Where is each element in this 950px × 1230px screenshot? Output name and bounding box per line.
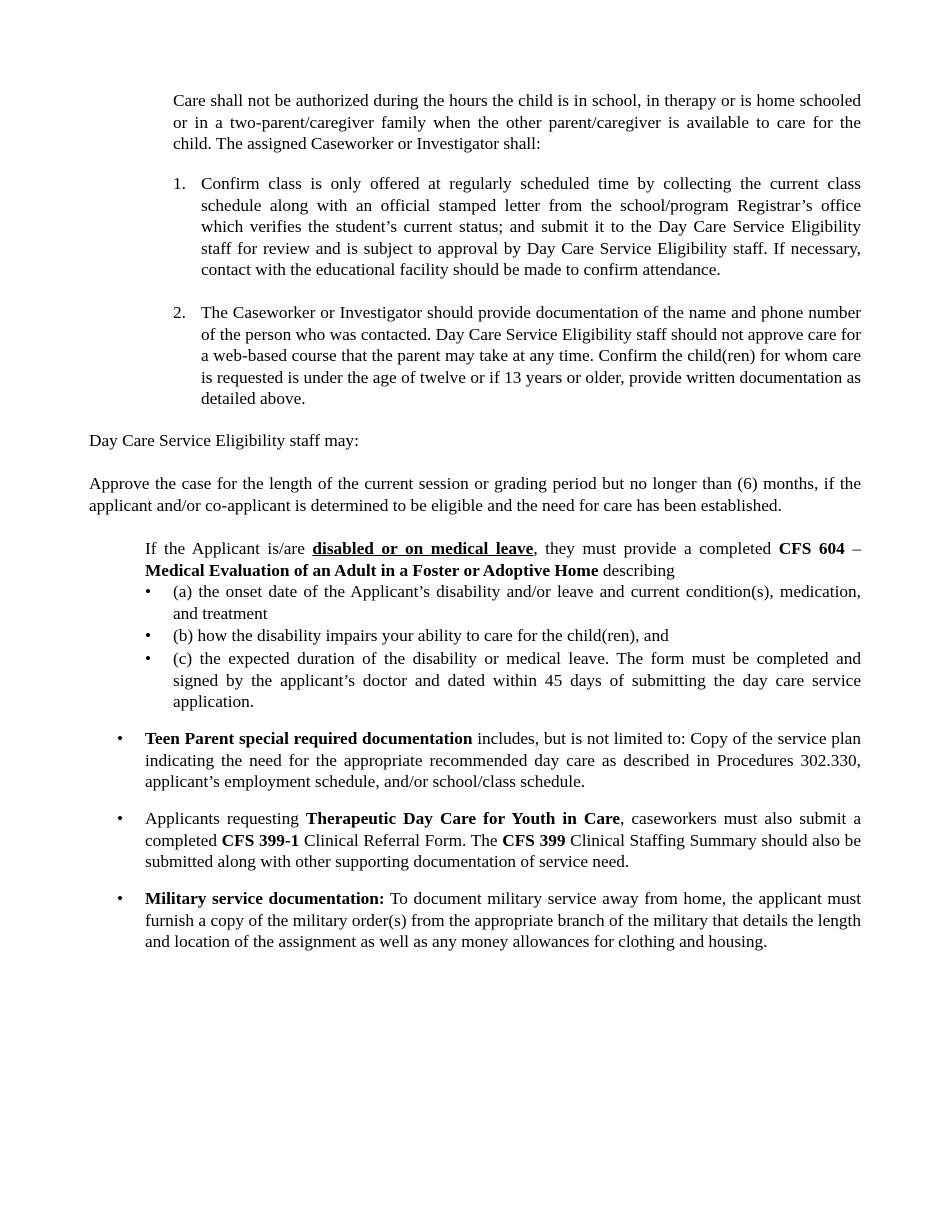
disabled-lead: If the Applicant is/are (145, 539, 313, 558)
numbered-item (173, 173, 861, 281)
list-item (145, 581, 861, 624)
cfs-399-1-code: CFS 399-1 (221, 830, 300, 850)
numbered-item (173, 302, 861, 410)
bullet-icon: • (145, 649, 152, 668)
approve-paragraph: Approve the case for the length of the current session or grading period but no longer than (6) months, if the applicant and/or co-applicant is determined to be eligible and the need for care has been established. (89, 474, 861, 515)
therapeutic-tail: Clinical Staffing Summary should also be submitted along with other supporting documentation of service need. (145, 830, 861, 872)
list-item-military (117, 888, 861, 953)
teen-parent-text (145, 728, 861, 793)
teen-parent-bold: Teen Parent special required documentation (145, 729, 473, 748)
therapeutic-text (145, 808, 861, 873)
bullet-icon: • (145, 626, 152, 645)
disabled-middle: , they must provide a completed (533, 539, 779, 558)
disabled-dash: – (844, 539, 861, 558)
item-number: 1. (173, 174, 186, 193)
list-item-text: (c) the expected duration of the disability or medical leave. The form must be completed and signed by the applicant’s doctor and dated within 45 days of submitting the day care service application. (173, 649, 861, 712)
list-item-text: (a) the onset date of the Applicant’s disability and/or leave and current condition(s), medication, and treatment (173, 582, 861, 623)
bullet-icon: • (117, 809, 124, 828)
disabled-form-title: Medical Evaluation of an Adult in a Foster or Adoptive Home (145, 560, 599, 580)
military-text (145, 888, 861, 953)
teen-parent-body: includes, but is not limited to: Copy of the service plan indicating the need for the appropriate recommended day care as described in Procedures 302.330, applicant’s employment schedule, and/or school/class schedule. (145, 729, 861, 792)
disabled-paragraph (145, 538, 861, 581)
disabled-underline: disabled or on medical leave (312, 539, 534, 558)
disabled-tail: describing (598, 560, 675, 580)
therapeutic-mid1: , caseworkers must also submit a completed (145, 809, 861, 850)
list-item (145, 625, 861, 647)
bullet-icon: • (145, 582, 152, 601)
list-item-therapeutic (117, 808, 861, 873)
therapeutic-lead: Applicants requesting (145, 809, 306, 828)
cfs-399-code: CFS 399 (502, 830, 566, 850)
list-item-teen-parent (117, 728, 861, 793)
item-text: The Caseworker or Investigator should provide documentation of the name and phone number of the person who was contacted. Day Care Service Eligibility staff should not approve care for a web-based course that the parent may take at any time. Confirm the child(ren) for whom care is requested is under the age of twelve or if 13 years or older, provide written documentation as detailed above. (201, 303, 862, 409)
military-bold: Military service documentation: (145, 889, 385, 908)
list-item (145, 648, 861, 713)
bullet-icon: • (117, 729, 124, 748)
intro-paragraph: Care shall not be authorized during the hours the child is in school, in therapy or is home schooled or in a two-parent/caregiver family when the other parent/caregiver is available to care for the child. The assigned Caseworker or Investigator shall: (173, 91, 861, 154)
therapeutic-bold: Therapeutic Day Care for Youth in Care (305, 809, 621, 828)
item-number: 2. (173, 303, 186, 322)
disabled-form-code: CFS 604 (778, 539, 845, 558)
bullet-icon: • (117, 889, 124, 908)
military-body: To document military service away from home, the applicant must furnish a copy of the military order(s) from the appropriate branch of the military that details the length and location of the assignment as well as any money allowances for clothing and housing. (145, 889, 862, 952)
staff-may-heading: Day Care Service Eligibility staff may: (89, 431, 359, 450)
item-text: Confirm class is only offered at regularly scheduled time by collecting the current class schedule along with an official stamped letter from the school/program Registrar’s office which verifies the student’s current status; and submit it to the Day Care Service Eligibility staff for review and is subject to approval by Day Care Service Eligibility staff. If necessary, contact with the educational facility should be made to confirm attendance. (201, 174, 861, 280)
list-item-text: (b) how the disability impairs your ability to care for the child(ren), and (173, 626, 669, 645)
therapeutic-mid2: Clinical Referral Form. The (299, 830, 503, 850)
